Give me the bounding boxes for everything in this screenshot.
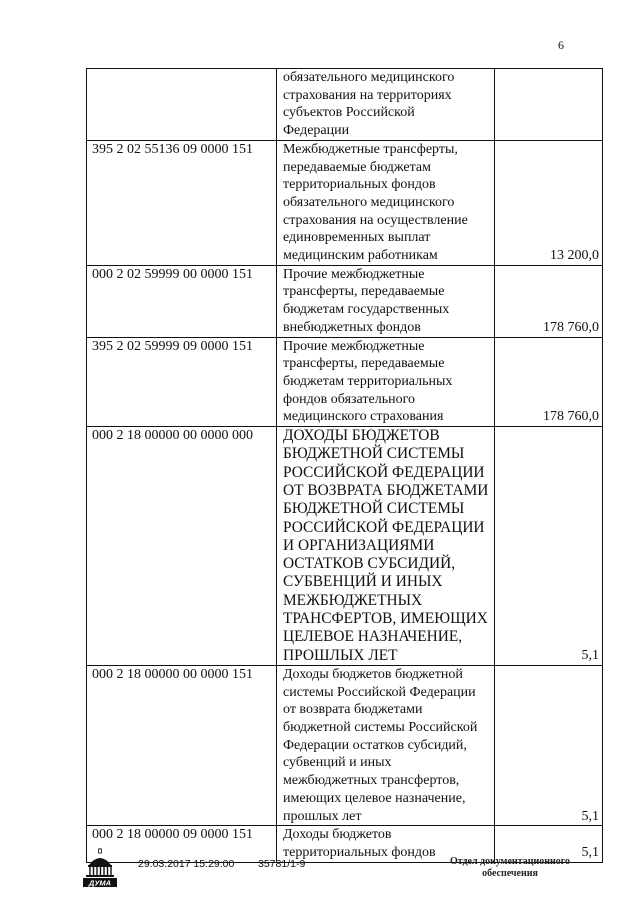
row-name-line: БЮДЖЕТНОЙ СИСТЕМЫ xyxy=(283,500,465,518)
row-name-line: Федерации остатков субсидий, xyxy=(283,737,467,753)
row-name-line: Прочие межбюджетные xyxy=(283,338,425,354)
row-name-line: ОТ ВОЗВРАТА БЮДЖЕТАМИ xyxy=(283,481,489,499)
row-code-cell: 000 2 02 59999 00 0000 151 xyxy=(87,265,277,337)
row-code-cell: 395 2 02 55136 09 0000 151 xyxy=(87,140,277,265)
row-name-line: страхования на осуществление xyxy=(283,212,468,228)
row-name-line: обязательного медицинского xyxy=(283,70,455,85)
row-name-line: трансферты, передаваемые xyxy=(283,284,445,300)
row-code-cell: 000 2 18 00000 09 0000 151 xyxy=(87,826,277,862)
row-name-cell xyxy=(277,665,495,825)
footer-department-line2: обеспечения xyxy=(482,868,538,879)
row-name-line: Межбюджетные трансферты, xyxy=(283,141,458,157)
row-name-cell xyxy=(277,427,495,666)
row-amount-cell: 5,1 xyxy=(495,826,603,862)
row-name-line: ОСТАТКОВ СУБСИДИЙ, xyxy=(283,555,456,573)
row-name-line: обязательного медицинского xyxy=(283,194,455,210)
row-name-line: субъектов Российской xyxy=(283,105,415,121)
row-name-line: внебюджетных фондов xyxy=(283,319,421,335)
row-code-cell: 000 2 18 00000 00 0000 000 xyxy=(87,427,277,666)
footer-department xyxy=(432,856,588,880)
row-code-cell: 395 2 02 59999 09 0000 151 xyxy=(87,337,277,427)
duma-building-icon xyxy=(82,848,118,888)
row-amount-cell: 5,1 xyxy=(495,427,603,666)
row-name-cell xyxy=(277,265,495,337)
row-name-cell xyxy=(277,337,495,427)
row-code-cell xyxy=(87,69,277,141)
row-name-line: фондов обязательного xyxy=(283,391,415,407)
row-name-line: ДОХОДЫ БЮДЖЕТОВ xyxy=(283,427,440,445)
row-name-cell xyxy=(277,69,495,141)
row-name-line: РОССИЙСКОЙ ФЕДЕРАЦИИ xyxy=(283,463,485,481)
budget-revenue-table xyxy=(86,68,603,863)
row-name-line: имеющих целевое назначение, xyxy=(283,790,466,806)
row-name-line: ЦЕЛЕВОЕ НАЗНАЧЕНИЕ, xyxy=(283,628,463,646)
row-name-line: ПРОШЛЫХ ЛЕТ xyxy=(283,646,398,664)
row-amount-cell: 13 200,0 xyxy=(495,140,603,265)
row-name-line: передаваемые бюджетам xyxy=(283,159,431,175)
table-row xyxy=(87,265,603,337)
row-name-line: МЕЖБЮДЖЕТНЫХ xyxy=(283,591,423,609)
row-name-line: Прочие межбюджетные xyxy=(283,266,425,282)
row-name-line: ТРАНСФЕРТОВ, ИМЕЮЩИХ xyxy=(283,610,488,628)
row-name-line: межбюджетных трансфертов, xyxy=(283,773,460,789)
row-name-line: И ОРГАНИЗАЦИЯМИ xyxy=(283,536,435,554)
footer-date: 29.03.2017 15:29:00 xyxy=(138,858,235,870)
row-name-line: Федерации xyxy=(283,123,350,139)
row-name-line: трансферты, передаваемые xyxy=(283,356,445,372)
row-amount-cell: 178 760,0 xyxy=(495,337,603,427)
row-amount-cell: 5,1 xyxy=(495,665,603,825)
row-amount-cell xyxy=(495,69,603,141)
logo-text: ДУМА xyxy=(88,878,112,888)
table-body xyxy=(87,69,603,863)
footer-department-line1: Отдел документационного xyxy=(449,856,571,867)
table-row xyxy=(87,665,603,825)
row-name-line: единовременных выплат xyxy=(283,230,431,246)
row-name-line: Доходы бюджетов xyxy=(283,827,392,843)
footer-document-id: 35781/1-9 xyxy=(258,858,306,870)
row-code-cell: 000 2 18 00000 00 0000 151 xyxy=(87,665,277,825)
row-name-line: бюджетам государственных xyxy=(283,302,450,318)
row-amount-cell: 178 760,0 xyxy=(495,265,603,337)
table-row xyxy=(87,337,603,427)
table-row xyxy=(87,427,603,666)
row-name-line: медицинским работникам xyxy=(283,248,438,264)
row-name-line: субвенций и иных xyxy=(283,755,392,771)
row-name-line: от возврата бюджетами xyxy=(283,702,423,718)
table-row xyxy=(87,140,603,265)
row-name-line: прошлых лет xyxy=(283,808,362,824)
row-name-cell xyxy=(277,140,495,265)
table-row xyxy=(87,69,603,141)
row-name-line: РОССИЙСКОЙ ФЕДЕРАЦИИ xyxy=(283,518,485,536)
row-name-line: бюджетам территориальных xyxy=(283,373,453,389)
row-name-line: территориальных фондов xyxy=(283,177,436,193)
row-name-line: территориальных фондов xyxy=(283,844,436,860)
row-name-line: бюджетной системы Российской xyxy=(283,720,478,736)
row-name-line: системы Российской Федерации xyxy=(283,684,476,700)
duma-logo xyxy=(82,848,118,888)
page-footer xyxy=(0,848,640,898)
row-name-line: Доходы бюджетов бюджетной xyxy=(283,666,463,682)
row-name-line: страхования на территориях xyxy=(283,87,452,103)
row-name-line: медицинского страхования xyxy=(283,409,444,425)
row-name-line: БЮДЖЕТНОЙ СИСТЕМЫ xyxy=(283,445,465,463)
page-number: 6 xyxy=(558,38,564,52)
row-name-line: СУБВЕНЦИЙ И ИНЫХ xyxy=(283,573,443,591)
